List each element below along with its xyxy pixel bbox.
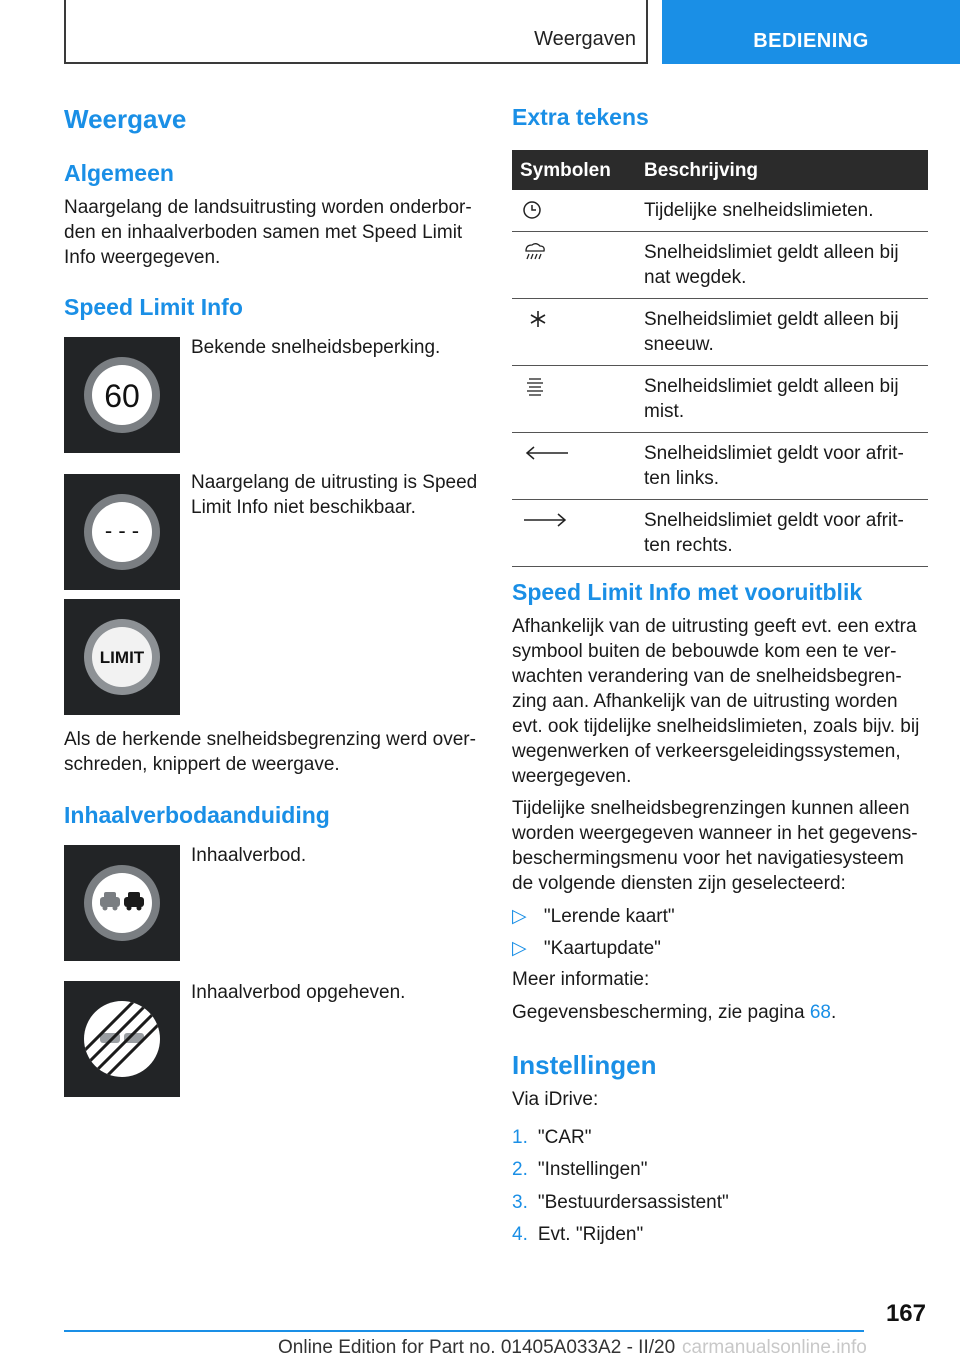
sign-60-text: 60 (104, 378, 140, 414)
list-item (512, 936, 661, 961)
row-description: Snelheidslimiet geldt voor afrit‐ ten rechts. (644, 510, 904, 556)
step-text: Evt. "Rijden" (537, 1224, 644, 1245)
table-row (512, 232, 928, 299)
no-overtaking-description: Inhaalverbod. (191, 845, 307, 866)
step-number: 4. (512, 1224, 528, 1245)
general-text-line: Naargelang de landsuitrusting worden onderbor‐ (64, 197, 472, 218)
speed-limit-unavailable-sign (64, 474, 180, 590)
privacy-ref-end: . (831, 1002, 837, 1023)
snowflake-icon (520, 307, 560, 331)
row-description: Tijdelijke snelheidslimieten. (644, 200, 874, 221)
table-header (512, 150, 928, 190)
preview-paragraph-1: Afhankelijk van de uitrusting geeft evt. een extra symbool buiten de bebouwde kom een te ver‐ wachten verandering van de snelheidsbegren‐ zing aan. Afhankelijk van de uitrusting worden evt. ook tijdelijke snelheidslimieten, zoals bijv. bij wegenwerken of verkeersgeleidingssystemen, weergegeven. (512, 616, 920, 787)
table-row (512, 500, 928, 567)
settings-via: Via iDrive: (512, 1089, 599, 1110)
sign-unavailable-description (191, 470, 477, 520)
sign-limit-text: LIMIT (99, 648, 145, 667)
watermark: carmanualsonline.info (682, 1337, 867, 1358)
table-row (512, 299, 928, 366)
step-number: 2. (512, 1159, 528, 1180)
bullet-triangle-icon: ▷ (512, 906, 527, 927)
description-line: Naargelang de uitrusting is Speed (191, 472, 478, 493)
page-title: Weergave (64, 104, 187, 134)
sign-60-description: Bekende snelheidsbeperking. (191, 337, 441, 358)
edition-text: Online Edition for Part no. 01405A033A2 - II/20 (278, 1337, 676, 1358)
chapter-title: BEDIENING (662, 0, 960, 64)
exceed-text (64, 727, 476, 777)
step-item (512, 1190, 729, 1215)
step-text: "Instellingen" (537, 1159, 648, 1180)
step-text: "Bestuurdersassistent" (537, 1192, 729, 1213)
bullet-triangle-icon: ▷ (512, 938, 527, 959)
step-item (512, 1157, 647, 1182)
general-text-line: den en inhaalverboden samen met Speed Limit (64, 222, 463, 243)
row-description: Snelheidslimiet geldt alleen bij mist. (644, 376, 899, 422)
symbols-table (512, 150, 928, 567)
more-info-label: Meer informatie: (512, 969, 650, 990)
bullet-text: "Kaartupdate" (543, 938, 661, 959)
section-title: Weergaven (534, 28, 636, 50)
preview-paragraph-2: Tijdelijke snelheidsbegrenzingen kunnen alleen worden weergegeven wanneer in het gegevens‐ beschermingsmenu voor het navigatiesysteem de volgende diensten zijn geselecteerd: (512, 798, 918, 894)
table-row (512, 190, 928, 232)
sign-dash-text: - - - (104, 518, 140, 543)
preview-heading: Speed Limit Info met vooruitblik (512, 579, 863, 605)
bullet-text: "Lerende kaart" (543, 906, 675, 927)
list-item (512, 904, 675, 929)
rain-icon (520, 240, 560, 264)
overtake-heading: Inhaalverbodaanduiding (64, 802, 330, 828)
step-number: 3. (512, 1192, 528, 1213)
row-description: Snelheidslimiet geldt alleen bij sneeuw. (644, 309, 899, 355)
page-number: 167 (885, 1300, 926, 1327)
arrow-left-icon (520, 441, 572, 465)
column-header-symbol: Symbolen (520, 160, 611, 181)
exceed-text-line: schreden, knippert de weergave. (64, 754, 340, 775)
step-item (512, 1125, 591, 1150)
column-header-description: Beschrijving (644, 160, 759, 181)
privacy-reference (512, 1000, 836, 1025)
end-no-overtaking-sign (64, 981, 180, 1097)
table-row (512, 433, 928, 500)
step-item (512, 1222, 643, 1247)
description-line: Limit Info niet beschikbaar. (191, 497, 416, 518)
fog-icon (520, 374, 560, 398)
privacy-ref-text: Gegevensbescherming, zie pagina (512, 1002, 810, 1023)
row-description: Snelheidslimiet geldt voor afrit‐ ten links. (644, 443, 904, 489)
general-text (64, 195, 472, 270)
footer-divider (64, 1330, 864, 1332)
table-row (512, 366, 928, 433)
no-overtaking-sign (64, 845, 180, 961)
step-text: "CAR" (537, 1127, 592, 1148)
exceed-text-line: Als de herkende snelheidsbegrenzing werd over‐ (64, 729, 476, 750)
arrow-right-icon (520, 508, 572, 532)
row-description: Snelheidslimiet geldt alleen bij nat wegdek. (644, 242, 899, 288)
general-text-line: Info weergegeven. (64, 247, 221, 268)
speed-limit-info-heading: Speed Limit Info (64, 294, 243, 320)
speed-limit-generic-sign (64, 599, 180, 715)
step-number: 1. (512, 1127, 528, 1148)
end-no-overtaking-description: Inhaalverbod opgeheven. (191, 982, 406, 1003)
clock-icon (520, 198, 560, 222)
settings-heading: Instellingen (512, 1050, 657, 1080)
speed-limit-60-sign (64, 337, 180, 453)
privacy-page-link[interactable]: 68 (809, 1002, 831, 1023)
general-heading: Algemeen (64, 160, 174, 186)
extra-signs-heading: Extra tekens (512, 104, 649, 130)
